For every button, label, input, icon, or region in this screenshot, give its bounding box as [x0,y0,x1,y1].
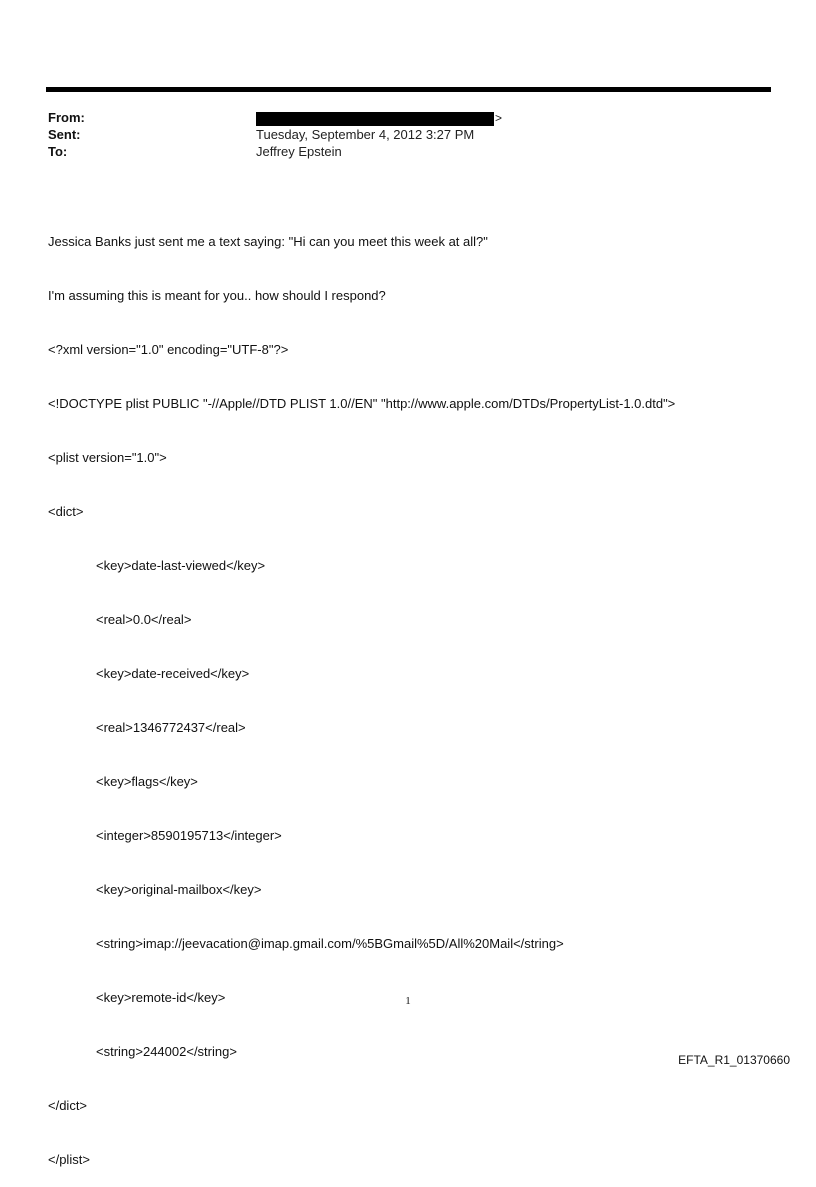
body-line: <real>0.0</real> [96,612,192,627]
body-line: <integer>8590195713</integer> [96,828,282,843]
body-line: Jessica Banks just sent me a text saying: "Hi can you meet this week at all?" [48,234,488,249]
sent-value: Tuesday, September 4, 2012 3:27 PM [256,127,475,142]
body-line: <plist version="1.0"> [48,450,167,465]
from-label: From: [48,110,85,125]
top-rule [46,87,771,92]
email-header [48,109,502,160]
sent-label: Sent: [48,127,81,142]
body-line: <?xml version="1.0" encoding="UTF-8"?> [48,342,289,357]
from-suffix: > [495,111,503,125]
to-value: Jeffrey Epstein [256,144,342,159]
body-line: <real>1346772437</real> [96,720,246,735]
page-number: 1 [405,995,411,1007]
body-line: <key>original-mailbox</key> [96,882,262,897]
sent-row [48,126,502,143]
body-line: <dict> [48,504,84,519]
to-row [48,143,502,160]
body-line: <string>imap://jeevacation@imap.gmail.com/%5BGmail%5D/All%20Mail</string> [96,936,564,951]
body-line: <key>flags</key> [96,774,198,789]
body-line: I'm assuming this is meant for you.. how should I respond? [48,288,386,303]
body-line: <key>remote-id</key> [96,990,226,1005]
body-line: <!DOCTYPE plist PUBLIC "-//Apple//DTD PLIST 1.0//EN" "http://www.apple.com/DTDs/PropertyList-1.0.dtd"> [48,396,676,411]
body-line: </dict> [48,1098,88,1113]
bates-number: EFTA_R1_01370660 [678,1053,790,1067]
from-row [48,109,502,126]
body-line: <key>date-last-viewed</key> [96,558,266,573]
redaction-bar [256,112,494,126]
body-line: </plist> [48,1152,90,1167]
email-body [48,197,675,1187]
to-label: To: [48,144,68,159]
body-line: <key>date-received</key> [96,666,250,681]
body-line: <string>244002</string> [96,1044,237,1059]
from-value [256,109,502,126]
